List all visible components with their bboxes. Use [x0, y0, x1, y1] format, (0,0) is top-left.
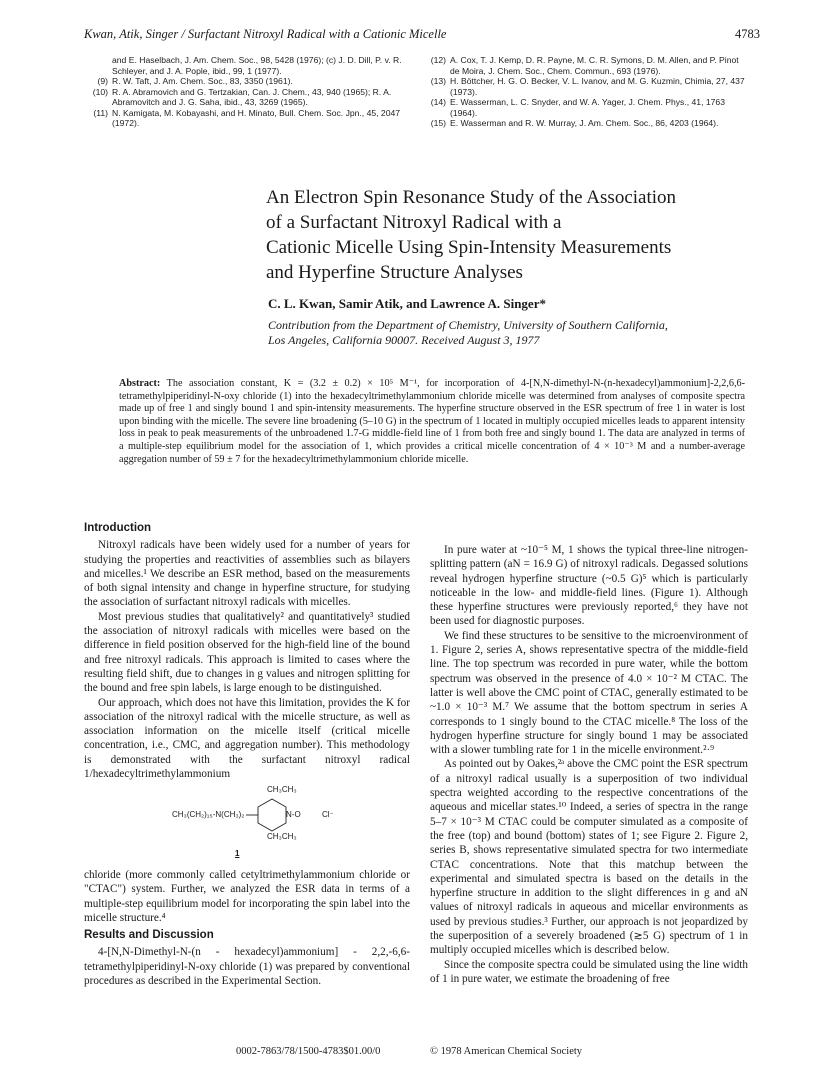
- abstract-text: The association constant, K = (3.2 ± 0.2) × 10⁵ M⁻¹, for incorporation of 4-[N,N-dimethyl-N-(n-hexadecyl)ammonium]-2,2,6,6-tetramethylpiperidinyl-N-oxy chloride (1) into the hexadecyltrimethylammonium chloride micelle was determined from analyses of composite spectra made up of free 1 and singly bound 1 and spin-intensity measurements. The hyperfine structure observed in the ESR spectrum of free 1 in water is lost upon binding with the micelle. The severe line broadening (5–10 G) in the spectrum of 1 located in multiply occupied micelles leads to apparent intensity loss in peak to peak measurements of the unbroadened 1.7-G middle-field line of 1 from both free and singly bound 1. The data are analyzed in terms of a multiple-step equilibrium model for the association of 1, which provides a critical micelle concentration of 4 × 10⁻³ M and a number-average aggregation number of 59 ± 7 for the hexadecyltrimethylammonium chloride micelle.: [119, 378, 745, 465]
- structure-chain: CH₃(CH₂)₁₅-N(CH₃)₂: [172, 810, 245, 819]
- structure-counterion: Cl⁻: [322, 810, 334, 819]
- paragraph: We find these structures to be sensitive to the microenvironment of 1. Figure 2, series A, shows representative spectra of the middle-field line. The top spectrum was recorded in pure water, while the bottom spectrum was observed in the presence of 4.0 × 10⁻² M CTAC. The latter is well above the CMC point of CTAC, generally estimated to be ~1.0 × 10⁻³ M.⁷ We assume that the bottom spectrum in series A corresponds to 1 singly bound to the CTAC micelle.⁸ The loss of the hydrogen hyperfine structure for singly bound 1 may be associated with a slower tumbling rate for 1 in the micelle environment.²·⁹: [430, 629, 748, 757]
- affiliation: [268, 318, 738, 348]
- structure-top-methyls: CH₃CH₃: [267, 785, 297, 794]
- structure-bottom-methyls: CH₃CH₃: [267, 832, 297, 841]
- title-line: Cationic Micelle Using Spin-Intensity Measurements: [266, 237, 672, 258]
- running-title: Kwan, Atik, Singer / Surfactant Nitroxyl Radical with a Cationic Micelle: [84, 27, 447, 41]
- section-heading-results: Results and Discussion: [84, 929, 214, 942]
- structure-label: 1: [235, 849, 240, 858]
- section-heading-introduction: Introduction: [84, 522, 152, 534]
- affiliation-line: Los Angeles, California 90007. Received August 3, 1977: [268, 333, 540, 347]
- title-line: An Electron Spin Resonance Study of the Association: [266, 187, 677, 208]
- affiliation-line: Contribution from the Department of Chemistry, University of Southern California,: [268, 318, 668, 332]
- paragraph: chloride (more commonly called cetyltrimethylammonium chloride or "CTAC") system. Further, we analyzed the ESR data in terms of a multiple-step equilibrium model for incorporating the spin label into the micelle structure.⁴: [84, 869, 410, 924]
- paragraph: Our approach, which does not have this limitation, provides the K for association of the nitroxyl radical with the micelle structure, as well as association information on the micelle itself (critical micelle concentration, i.e., CMC, and aggregation number). This methodology is demonstrated with the surfactant nitroxyl radical 1/hexadecyltrimethylammonium: [84, 696, 410, 781]
- abstract: [119, 378, 745, 466]
- article-title: [266, 185, 736, 285]
- reference-item: (12) A. Cox, T. J. Kemp, D. R. Payne, M. C. R. Symons, D. M. Allen, and P. Pinot de Moira, J. Chem. Soc., Chem. Commun., 693 (1976).: [430, 55, 739, 76]
- reference-item: (9) R. W. Taft, J. Am. Chem. Soc., 83, 3350 (1961).: [97, 76, 293, 86]
- chemical-structure-1: [172, 785, 372, 865]
- reference-item: (15) E. Wasserman and R. W. Murray, J. Am. Chem. Soc., 86, 4203 (1964).: [430, 118, 719, 128]
- structure-nitroxide: N-O: [286, 810, 301, 819]
- references-left: [92, 55, 414, 129]
- paragraph: Since the composite spectra could be simulated using the line width of 1 in pure water, we estimate the broadening of free: [430, 958, 748, 985]
- paragraph: Nitroxyl radicals have been widely used for a number of years for studying the properties and reactivities of assemblies such as bilayers and micelles.¹ We describe an ESR method, based on the measurements of both signal intensity and change in hyperfine structure, for studying the association of surfactant nitroxyl radicals with micelles.: [84, 539, 410, 609]
- reference-item: and E. Haselbach, J. Am. Chem. Soc., 98, 5428 (1976); (c) J. D. Dill, P. v. R. Schleyer, and J. A. Pople, ibid., 99, 1 (1977).: [112, 55, 402, 76]
- reference-item: (14) E. Wasserman, L. C. Snyder, and W. A. Yager, J. Chem. Phys., 41, 1763 (1964).: [430, 97, 725, 118]
- right-column: [430, 543, 748, 986]
- left-column-upper: [84, 521, 410, 781]
- reference-item: (11) N. Kamigata, M. Kobayashi, and H. Minato, Bull. Chem. Soc. Jpn., 45, 2047 (1972).: [93, 107, 401, 128]
- structure-drawing: [172, 785, 372, 865]
- title-line: of a Surfactant Nitroxyl Radical with a: [266, 212, 562, 233]
- abstract-label: Abstract:: [119, 378, 161, 389]
- footer-copyright: © 1978 American Chemical Society: [430, 1046, 583, 1057]
- paragraph: 4-[N,N-Dimethyl-N-(n - hexadecyl)ammonium] - 2,2,-6,6-tetramethylpiperidinyl-N-oxy chloride (1) was prepared by conventional procedures as described in the Experimental Section.: [84, 946, 410, 988]
- paragraph: In pure water at ~10⁻⁵ M, 1 shows the typical three-line nitrogen-splitting pattern (aN = 16.9 G) of nitroxyl radicals. Degassed solutions reveal hydrogen hyperfine structure (~0.5 G)⁵ which is particularly noticeable in the low- and middle-field lines. (Figure 1). Although these hyperfine structures were previously reported,⁶ they have not been used for diagnostic purposes.: [430, 544, 748, 628]
- footer-code: 0002-7863/78/1500-4783$01.00/0: [236, 1046, 381, 1057]
- references-right: [430, 55, 748, 129]
- paragraph: Most previous studies that qualitatively² and quantitatively³ studied the association of nitroxyl radicals with micelles were based on the difference in field position observed for the high-field line of the bound and free nitroxyl radicals. This approach is limited to cases where the resulting field shift, due to changes in g values and nitrogen splitting for the bound and free spin labels, is large enough to be distinguished.: [84, 610, 410, 695]
- title-line: and Hyperfine Structure Analyses: [266, 262, 523, 283]
- reference-item: (10) R. A. Abramovich and G. Tertzakian, Can. J. Chem., 43, 940 (1965); R. A. Abramovitch and J. G. Saha, ibid., 43, 3269 (1965).: [92, 86, 392, 107]
- reference-item: (13) H. Böttcher, H. G. O. Becker, V. L. Ivanov, and M. G. Kuzmin, Chimia, 27, 437 (1973).: [430, 76, 745, 97]
- left-column-lower: [84, 868, 410, 988]
- page-number: 4783: [735, 27, 760, 41]
- paragraph: As pointed out by Oakes,²ᵃ above the CMC point the ESR spectrum of a nitroxyl radical usually is a superposition of two individual spectra weighted according to the respective concentrations of the aqueous and micellar states.¹⁰ Indeed, a series of spectra in the range 5–7 × 10⁻³ M CTAC could be computer simulated as a composite of the free (top) and bound (bottom) states of 1; see Figure 2. Figure 2, series B, shows representative simulated spectra for two intermediate CTAC concentrations. Note that this matchup between the experimental and simulated spectra is based on the details in the hyperfine structure in addition to the slight differences in g and aN values of nitroxyl radicals in aqueous and micellar environments as used by previous studies.³ Further, our approach is not jeopardized by the superposition of a severely broadened (≳5 G) spectrum of 1 in multiply occupied micelles which is described below.: [430, 758, 748, 957]
- authors: C. L. Kwan, Samir Atik, and Lawrence A. Singer*: [268, 296, 546, 311]
